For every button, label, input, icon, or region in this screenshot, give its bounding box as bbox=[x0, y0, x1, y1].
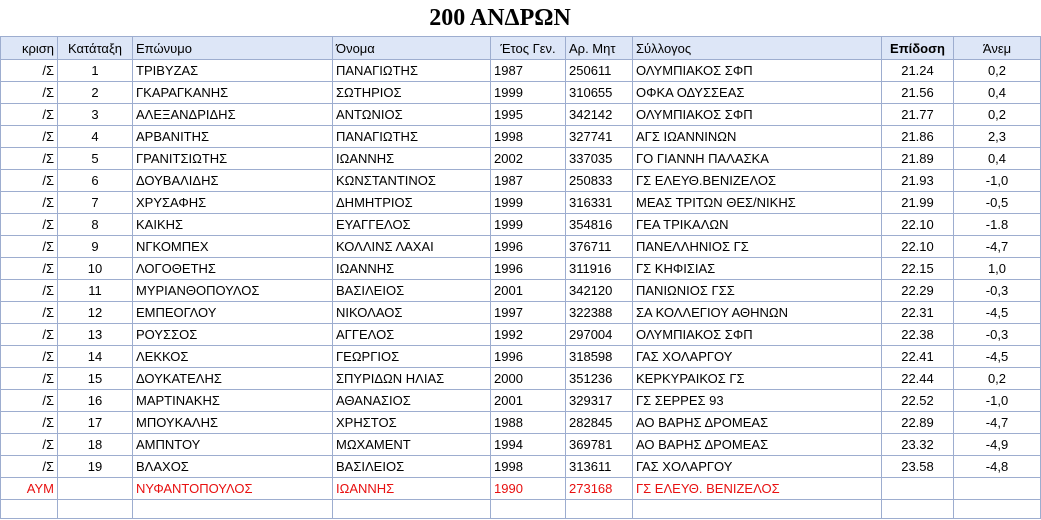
cell-perf: 21.99 bbox=[882, 192, 954, 214]
table-row-empty bbox=[1, 500, 1041, 519]
cell-rank bbox=[58, 478, 133, 500]
cell-reg: 273168 bbox=[566, 478, 633, 500]
cell-wind: -4,5 bbox=[954, 302, 1041, 324]
cell-wind: -4,7 bbox=[954, 236, 1041, 258]
cell-surname: ΧΡΥΣΑΦΗΣ bbox=[133, 192, 333, 214]
cell-name: ΚΟΛΛΙΝΣ ΛΑΧΑΙ bbox=[333, 236, 491, 258]
table-row bbox=[1, 148, 1041, 170]
cell-year bbox=[491, 500, 566, 519]
cell-reg: 342142 bbox=[566, 104, 633, 126]
cell-perf: 21.77 bbox=[882, 104, 954, 126]
cell-perf: 21.24 bbox=[882, 60, 954, 82]
cell-name: ΚΩΝΣΤΑΝΤΙΝΟΣ bbox=[333, 170, 491, 192]
cell-reg: 313611 bbox=[566, 456, 633, 478]
cell-year: 2001 bbox=[491, 280, 566, 302]
table-row bbox=[1, 170, 1041, 192]
header-wind: Άνεμ bbox=[954, 37, 1041, 60]
cell-name: ΣΩΤΗΡΙΟΣ bbox=[333, 82, 491, 104]
cell-year: 1996 bbox=[491, 236, 566, 258]
cell-club: ΟΦΚΑ ΟΔΥΣΣΕΑΣ bbox=[633, 82, 882, 104]
cell-wind: -4,5 bbox=[954, 346, 1041, 368]
table-row bbox=[1, 368, 1041, 390]
header-surname: Επώνυμο bbox=[133, 37, 333, 60]
header-col0: κριση bbox=[1, 37, 58, 60]
cell-wind: -4,9 bbox=[954, 434, 1041, 456]
cell-rank bbox=[58, 500, 133, 519]
cell-club: ΓΣ ΕΛΕΥΘ.ΒΕΝΙΖΕΛΟΣ bbox=[633, 170, 882, 192]
table-row bbox=[1, 346, 1041, 368]
cell-reg: 354816 bbox=[566, 214, 633, 236]
cell-name: ΑΘΑΝΑΣΙΟΣ bbox=[333, 390, 491, 412]
cell-surname: ΡΟΥΣΣΟΣ bbox=[133, 324, 333, 346]
cell-perf: 21.86 bbox=[882, 126, 954, 148]
cell-rank: 6 bbox=[58, 170, 133, 192]
cell-club: ΜΕΑΣ ΤΡΙΤΩΝ ΘΕΣ/ΝΙΚΗΣ bbox=[633, 192, 882, 214]
page-title: 200 ΑΝΔΡΩΝ bbox=[429, 5, 571, 31]
cell-col0: /Σ bbox=[1, 368, 58, 390]
cell-perf: 22.15 bbox=[882, 258, 954, 280]
table-row-dns bbox=[1, 478, 1041, 500]
cell-surname: ΒΛΑΧΟΣ bbox=[133, 456, 333, 478]
cell-club: ΑΓΣ ΙΩΑΝΝΙΝΩΝ bbox=[633, 126, 882, 148]
cell-year: 1992 bbox=[491, 324, 566, 346]
cell-surname: ΜΑΡΤΙΝΑΚΗΣ bbox=[133, 390, 333, 412]
cell-surname: ΜΠΟΥΚΑΛΗΣ bbox=[133, 412, 333, 434]
cell-year: 2000 bbox=[491, 368, 566, 390]
cell-wind: 0,4 bbox=[954, 148, 1041, 170]
cell-col0 bbox=[1, 500, 58, 519]
table-row bbox=[1, 280, 1041, 302]
cell-perf: 22.29 bbox=[882, 280, 954, 302]
cell-year: 1999 bbox=[491, 82, 566, 104]
cell-surname: ΑΜΠΝΤΟΥ bbox=[133, 434, 333, 456]
cell-rank: 1 bbox=[58, 60, 133, 82]
table-row bbox=[1, 324, 1041, 346]
cell-surname bbox=[133, 500, 333, 519]
cell-club: ΓΑΣ ΧΟΛΑΡΓΟΥ bbox=[633, 456, 882, 478]
cell-perf bbox=[882, 478, 954, 500]
cell-col0: /Σ bbox=[1, 346, 58, 368]
cell-col0: /Σ bbox=[1, 258, 58, 280]
cell-name bbox=[333, 500, 491, 519]
cell-year: 1990 bbox=[491, 478, 566, 500]
cell-perf: 22.31 bbox=[882, 302, 954, 324]
cell-col0: /Σ bbox=[1, 434, 58, 456]
cell-surname: ΕΜΠΕΟΓΛΟΥ bbox=[133, 302, 333, 324]
cell-rank: 18 bbox=[58, 434, 133, 456]
cell-wind: -0,3 bbox=[954, 280, 1041, 302]
cell-name: ΠΑΝΑΓΙΩΤΗΣ bbox=[333, 60, 491, 82]
cell-club: ΓΕΑ ΤΡΙΚΑΛΩΝ bbox=[633, 214, 882, 236]
cell-col0: /Σ bbox=[1, 148, 58, 170]
cell-wind: 2,3 bbox=[954, 126, 1041, 148]
cell-surname: ΑΡΒΑΝΙΤΗΣ bbox=[133, 126, 333, 148]
cell-wind bbox=[954, 500, 1041, 519]
cell-col0: /Σ bbox=[1, 104, 58, 126]
cell-club: ΚΕΡΚΥΡΑΙΚΟΣ ΓΣ bbox=[633, 368, 882, 390]
cell-perf: 22.89 bbox=[882, 412, 954, 434]
cell-surname: ΝΥΦΑΝΤΟΠΟΥΛΟΣ bbox=[133, 478, 333, 500]
cell-reg bbox=[566, 500, 633, 519]
header-perf: Επίδοση bbox=[882, 37, 954, 60]
cell-reg: 310655 bbox=[566, 82, 633, 104]
cell-wind: 0,2 bbox=[954, 60, 1041, 82]
cell-col0: /Σ bbox=[1, 324, 58, 346]
cell-col0: ΑΥΜ bbox=[1, 478, 58, 500]
cell-surname: ΛΟΓΟΘΕΤΗΣ bbox=[133, 258, 333, 280]
cell-perf: 22.38 bbox=[882, 324, 954, 346]
cell-surname: ΤΡΙΒΥΖΑΣ bbox=[133, 60, 333, 82]
table-row bbox=[1, 82, 1041, 104]
cell-name: ΙΩΑΝΝΗΣ bbox=[333, 478, 491, 500]
cell-year: 1998 bbox=[491, 456, 566, 478]
cell-wind: -0,5 bbox=[954, 192, 1041, 214]
cell-wind: -4,7 bbox=[954, 412, 1041, 434]
cell-club: ΟΛΥΜΠΙΑΚΟΣ ΣΦΠ bbox=[633, 324, 882, 346]
cell-name: ΔΗΜΗΤΡΙΟΣ bbox=[333, 192, 491, 214]
cell-name: ΒΑΣΙΛΕΙΟΣ bbox=[333, 280, 491, 302]
cell-perf: 22.41 bbox=[882, 346, 954, 368]
cell-col0: /Σ bbox=[1, 82, 58, 104]
cell-year: 1987 bbox=[491, 60, 566, 82]
cell-col0: /Σ bbox=[1, 236, 58, 258]
cell-year: 1999 bbox=[491, 192, 566, 214]
cell-reg: 250833 bbox=[566, 170, 633, 192]
header-year: Έτος Γεν. bbox=[491, 37, 566, 60]
cell-col0: /Σ bbox=[1, 280, 58, 302]
cell-club: ΠΑΝΕΛΛΗΝΙΟΣ ΓΣ bbox=[633, 236, 882, 258]
cell-club: ΑΟ ΒΑΡΗΣ ΔΡΟΜΕΑΣ bbox=[633, 434, 882, 456]
cell-col0: /Σ bbox=[1, 192, 58, 214]
cell-year: 1987 bbox=[491, 170, 566, 192]
cell-wind bbox=[954, 478, 1041, 500]
cell-reg: 327741 bbox=[566, 126, 633, 148]
cell-reg: 322388 bbox=[566, 302, 633, 324]
cell-year: 1996 bbox=[491, 346, 566, 368]
cell-reg: 318598 bbox=[566, 346, 633, 368]
cell-surname: ΝΓΚΟΜΠΕΧ bbox=[133, 236, 333, 258]
cell-rank: 3 bbox=[58, 104, 133, 126]
cell-rank: 7 bbox=[58, 192, 133, 214]
cell-rank: 16 bbox=[58, 390, 133, 412]
cell-year: 2001 bbox=[491, 390, 566, 412]
cell-wind: -4,8 bbox=[954, 456, 1041, 478]
cell-reg: 311916 bbox=[566, 258, 633, 280]
cell-rank: 9 bbox=[58, 236, 133, 258]
table-row bbox=[1, 236, 1041, 258]
cell-year: 1998 bbox=[491, 126, 566, 148]
header-rank: Κατάταξη bbox=[58, 37, 133, 60]
cell-reg: 369781 bbox=[566, 434, 633, 456]
cell-col0: /Σ bbox=[1, 302, 58, 324]
cell-rank: 13 bbox=[58, 324, 133, 346]
cell-wind: 0,2 bbox=[954, 368, 1041, 390]
table-row bbox=[1, 126, 1041, 148]
cell-col0: /Σ bbox=[1, 412, 58, 434]
cell-name: ΝΙΚΟΛΑΟΣ bbox=[333, 302, 491, 324]
cell-club: ΓΣ ΣΕΡΡΕΣ 93 bbox=[633, 390, 882, 412]
cell-surname: ΜΥΡΙΑΝΘΟΠΟΥΛΟΣ bbox=[133, 280, 333, 302]
cell-reg: 342120 bbox=[566, 280, 633, 302]
cell-club bbox=[633, 500, 882, 519]
cell-rank: 14 bbox=[58, 346, 133, 368]
table-row bbox=[1, 60, 1041, 82]
cell-name: ΜΩΧΑΜΕΝΤ bbox=[333, 434, 491, 456]
cell-year: 1996 bbox=[491, 258, 566, 280]
header-club: Σύλλογος bbox=[633, 37, 882, 60]
cell-wind: -0,3 bbox=[954, 324, 1041, 346]
cell-rank: 12 bbox=[58, 302, 133, 324]
cell-col0: /Σ bbox=[1, 126, 58, 148]
header-name: Όνομα bbox=[333, 37, 491, 60]
cell-perf: 21.56 bbox=[882, 82, 954, 104]
cell-wind: -1.8 bbox=[954, 214, 1041, 236]
cell-rank: 4 bbox=[58, 126, 133, 148]
cell-reg: 376711 bbox=[566, 236, 633, 258]
cell-perf: 21.89 bbox=[882, 148, 954, 170]
results-table bbox=[0, 36, 1041, 519]
cell-name: ΕΥΑΓΓΕΛΟΣ bbox=[333, 214, 491, 236]
cell-surname: ΓΡΑΝΙΤΣΙΩΤΗΣ bbox=[133, 148, 333, 170]
cell-club: ΓΟ ΓΙΑΝΝΗ ΠΑΛΑΣΚΑ bbox=[633, 148, 882, 170]
table-row bbox=[1, 192, 1041, 214]
table-row bbox=[1, 456, 1041, 478]
table-row bbox=[1, 390, 1041, 412]
cell-year: 1999 bbox=[491, 214, 566, 236]
cell-col0: /Σ bbox=[1, 60, 58, 82]
cell-col0: /Σ bbox=[1, 170, 58, 192]
cell-club: ΟΛΥΜΠΙΑΚΟΣ ΣΦΠ bbox=[633, 104, 882, 126]
cell-perf: 22.10 bbox=[882, 236, 954, 258]
cell-wind: 0,4 bbox=[954, 82, 1041, 104]
cell-surname: ΚΑΙΚΗΣ bbox=[133, 214, 333, 236]
cell-perf: 22.10 bbox=[882, 214, 954, 236]
cell-year: 1988 bbox=[491, 412, 566, 434]
header-reg: Αρ. Μητ bbox=[566, 37, 633, 60]
cell-wind: -1,0 bbox=[954, 170, 1041, 192]
cell-reg: 329317 bbox=[566, 390, 633, 412]
cell-name: ΙΩΑΝΝΗΣ bbox=[333, 148, 491, 170]
cell-reg: 337035 bbox=[566, 148, 633, 170]
cell-name: ΣΠΥΡΙΔΩΝ ΗΛΙΑΣ bbox=[333, 368, 491, 390]
cell-rank: 5 bbox=[58, 148, 133, 170]
cell-club: ΟΛΥΜΠΙΑΚΟΣ ΣΦΠ bbox=[633, 60, 882, 82]
table-row bbox=[1, 302, 1041, 324]
cell-club: ΠΑΝΙΩΝΙΟΣ ΓΣΣ bbox=[633, 280, 882, 302]
cell-year: 2002 bbox=[491, 148, 566, 170]
cell-rank: 19 bbox=[58, 456, 133, 478]
cell-name: ΓΕΩΡΓΙΟΣ bbox=[333, 346, 491, 368]
table-row bbox=[1, 214, 1041, 236]
cell-name: ΑΓΓΕΛΟΣ bbox=[333, 324, 491, 346]
table-row bbox=[1, 104, 1041, 126]
cell-name: ΠΑΝΑΓΙΩΤΗΣ bbox=[333, 126, 491, 148]
cell-col0: /Σ bbox=[1, 390, 58, 412]
cell-rank: 8 bbox=[58, 214, 133, 236]
cell-surname: ΔΟΥΒΑΛΙΔΗΣ bbox=[133, 170, 333, 192]
cell-name: ΑΝΤΩΝΙΟΣ bbox=[333, 104, 491, 126]
cell-club: ΓΣ ΚΗΦΙΣΙΑΣ bbox=[633, 258, 882, 280]
cell-year: 1995 bbox=[491, 104, 566, 126]
cell-perf: 23.58 bbox=[882, 456, 954, 478]
cell-year: 1994 bbox=[491, 434, 566, 456]
cell-rank: 11 bbox=[58, 280, 133, 302]
cell-rank: 17 bbox=[58, 412, 133, 434]
cell-col0: /Σ bbox=[1, 214, 58, 236]
table-row bbox=[1, 434, 1041, 456]
cell-name: ΙΩΑΝΝΗΣ bbox=[333, 258, 491, 280]
cell-wind: 1,0 bbox=[954, 258, 1041, 280]
table-row bbox=[1, 258, 1041, 280]
cell-col0: /Σ bbox=[1, 456, 58, 478]
cell-club: ΓΣ ΕΛΕΥΘ. ΒΕΝΙΖΕΛΟΣ bbox=[633, 478, 882, 500]
cell-surname: ΔΟΥΚΑΤΕΛΗΣ bbox=[133, 368, 333, 390]
cell-reg: 250611 bbox=[566, 60, 633, 82]
header-row bbox=[1, 37, 1041, 60]
cell-reg: 351236 bbox=[566, 368, 633, 390]
cell-perf: 22.44 bbox=[882, 368, 954, 390]
cell-club: ΑΟ ΒΑΡΗΣ ΔΡΟΜΕΑΣ bbox=[633, 412, 882, 434]
cell-rank: 10 bbox=[58, 258, 133, 280]
cell-surname: ΛΕΚΚΟΣ bbox=[133, 346, 333, 368]
table-row bbox=[1, 412, 1041, 434]
cell-year: 1997 bbox=[491, 302, 566, 324]
cell-club: ΓΑΣ ΧΟΛΑΡΓΟΥ bbox=[633, 346, 882, 368]
cell-perf: 21.93 bbox=[882, 170, 954, 192]
cell-perf: 23.32 bbox=[882, 434, 954, 456]
cell-perf: 22.52 bbox=[882, 390, 954, 412]
cell-surname: ΓΚΑΡΑΓΚΑΝΗΣ bbox=[133, 82, 333, 104]
cell-wind: -1,0 bbox=[954, 390, 1041, 412]
cell-name: ΒΑΣΙΛΕΙΟΣ bbox=[333, 456, 491, 478]
cell-name: ΧΡΗΣΤΟΣ bbox=[333, 412, 491, 434]
cell-club: ΣΑ ΚΟΛΛΕΓΙΟΥ ΑΘΗΝΩΝ bbox=[633, 302, 882, 324]
cell-reg: 282845 bbox=[566, 412, 633, 434]
cell-surname: ΑΛΕΞΑΝΔΡΙΔΗΣ bbox=[133, 104, 333, 126]
cell-perf bbox=[882, 500, 954, 519]
cell-rank: 15 bbox=[58, 368, 133, 390]
cell-wind: 0,2 bbox=[954, 104, 1041, 126]
cell-reg: 297004 bbox=[566, 324, 633, 346]
cell-rank: 2 bbox=[58, 82, 133, 104]
cell-reg: 316331 bbox=[566, 192, 633, 214]
